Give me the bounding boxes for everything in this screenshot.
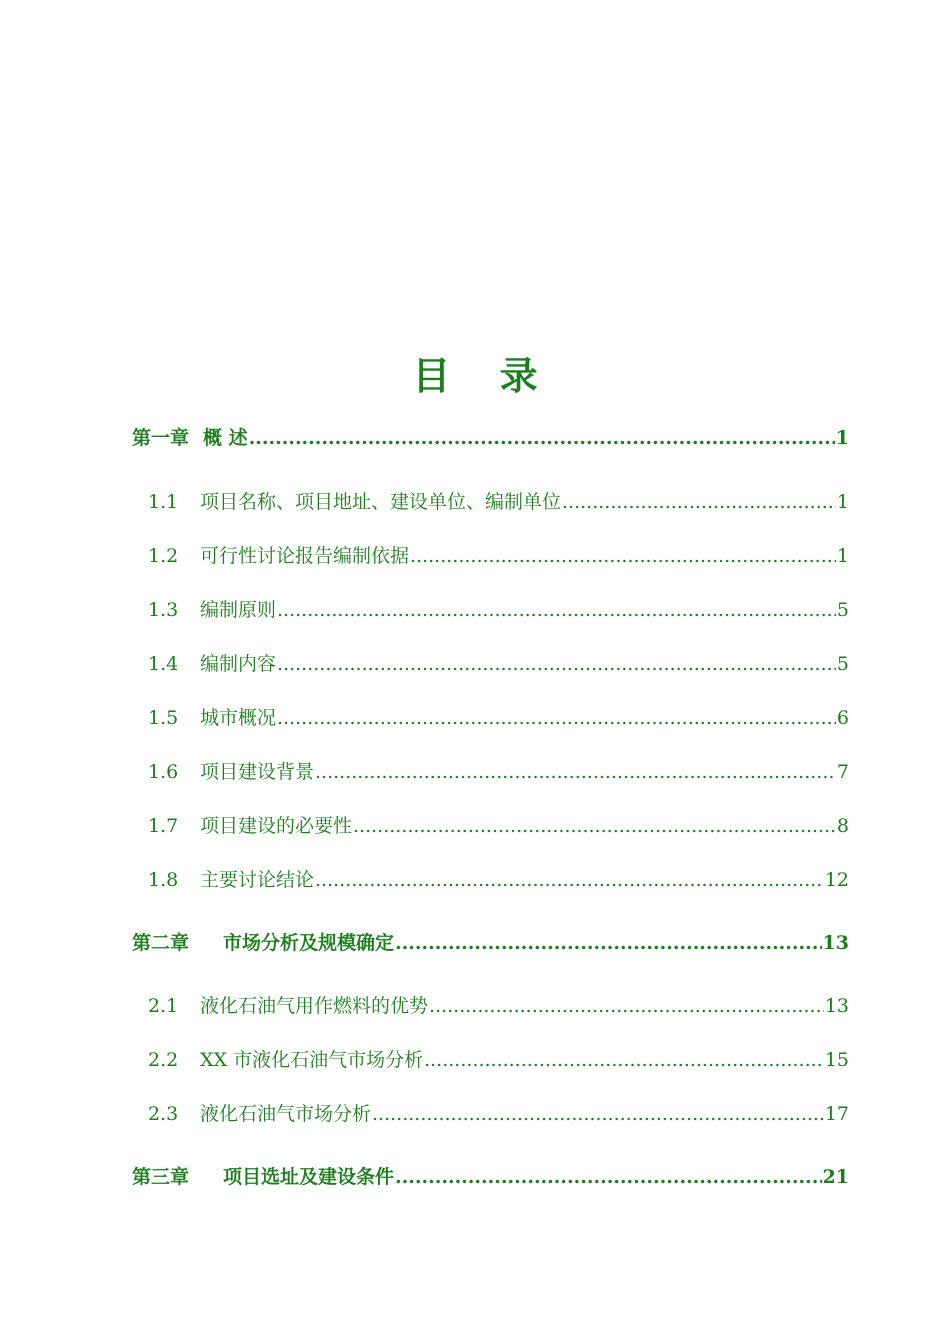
toc-entry-page: 15 — [824, 1049, 849, 1071]
toc-dot-leader — [277, 703, 836, 733]
toc-entry-page: 5 — [836, 653, 849, 675]
toc-dot-leader — [429, 991, 824, 1021]
toc-entry-label: 编制内容 — [200, 653, 277, 675]
toc-entry-label: XX 市液化石油气市场分析 — [200, 1049, 424, 1071]
toc-entry-1-5[interactable] — [148, 703, 849, 733]
toc-entry-label: 编制原则 — [200, 599, 277, 621]
page-title: 目 录 — [412, 353, 556, 398]
toc-entry-number: 1.5 — [148, 707, 179, 729]
toc-entry-number: 1.2 — [148, 545, 179, 567]
toc-entry-chapter-1[interactable] — [132, 423, 849, 453]
toc-entry-number: 1.7 — [148, 815, 179, 837]
toc-entry-2-3[interactable] — [148, 1099, 849, 1129]
toc-entry-page: 1 — [836, 491, 849, 513]
toc-entry-number: 2.1 — [148, 995, 179, 1017]
toc-dot-leader — [315, 757, 836, 787]
toc-entry-page: 13 — [824, 995, 849, 1017]
toc-entry-page: 5 — [836, 599, 849, 621]
toc-entry-1-6[interactable] — [148, 757, 849, 787]
toc-entry-label: 概 述 — [203, 427, 248, 449]
toc-entry-label: 主要讨论结论 — [200, 869, 315, 891]
toc-dot-leader — [424, 1045, 824, 1075]
toc-entry-label: 城市概况 — [200, 707, 277, 729]
toc-entry-number: 1.4 — [148, 653, 179, 675]
toc-entry-chapter-2[interactable] — [132, 928, 849, 958]
toc-entry-label: 项目选址及建设条件 — [223, 1166, 395, 1188]
toc-dot-leader — [395, 928, 822, 958]
toc-entry-chapter-3[interactable] — [132, 1162, 849, 1192]
toc-dot-leader — [277, 595, 836, 625]
toc-entry-number: 1.1 — [148, 491, 179, 513]
toc-entry-number: 2.3 — [148, 1103, 179, 1125]
toc-entry-label: 可行性讨论报告编制依据 — [200, 545, 410, 567]
toc-entry-page: 7 — [836, 761, 849, 783]
toc-entry-1-3[interactable] — [148, 595, 849, 625]
toc-dot-leader — [410, 541, 836, 571]
toc-entry-page: 17 — [824, 1103, 849, 1125]
toc-dot-leader — [395, 1162, 822, 1192]
toc-entry-label: 液化石油气用作燃料的优势 — [200, 995, 429, 1017]
toc-entry-1-7[interactable] — [148, 811, 849, 841]
toc-entry-number: 1.8 — [148, 869, 179, 891]
toc-entry-page: 1 — [835, 427, 849, 449]
toc-entry-label: 液化石油气市场分析 — [200, 1103, 372, 1125]
toc-entry-label: 项目名称、项目地址、建设单位、编制单位 — [200, 491, 562, 513]
toc-entry-1-2[interactable] — [148, 541, 849, 571]
toc-entry-number: 第三章 — [132, 1166, 190, 1188]
toc-entry-page: 12 — [824, 869, 849, 891]
toc-dot-leader — [353, 811, 836, 841]
toc-entry-page: 1 — [836, 545, 849, 567]
toc-entry-page: 8 — [836, 815, 849, 837]
toc-entry-number: 1.3 — [148, 599, 179, 621]
toc-entry-2-2[interactable] — [148, 1045, 849, 1075]
toc-entry-label: 项目建设背景 — [200, 761, 315, 783]
toc-entry-label: 市场分析及规模确定 — [223, 932, 395, 954]
toc-entry-label: 项目建设的必要性 — [200, 815, 353, 837]
toc-dot-leader — [277, 649, 836, 679]
toc-dot-leader — [562, 487, 836, 517]
toc-dot-leader — [249, 423, 835, 453]
toc-entry-number: 1.6 — [148, 761, 179, 783]
toc-entry-1-4[interactable] — [148, 649, 849, 679]
toc-entry-page: 21 — [822, 1166, 849, 1188]
toc-entry-page: 6 — [836, 707, 849, 729]
toc-dot-leader — [315, 865, 824, 895]
toc-entry-1-8[interactable] — [148, 865, 849, 895]
toc-entry-2-1[interactable] — [148, 991, 849, 1021]
toc-dot-leader — [372, 1099, 824, 1129]
toc-entry-number: 第一章 — [132, 427, 190, 449]
toc-entry-page: 13 — [822, 932, 849, 954]
toc-entry-number: 2.2 — [148, 1049, 179, 1071]
toc-entry-number: 第二章 — [132, 932, 190, 954]
toc-entry-1-1[interactable] — [148, 487, 849, 517]
